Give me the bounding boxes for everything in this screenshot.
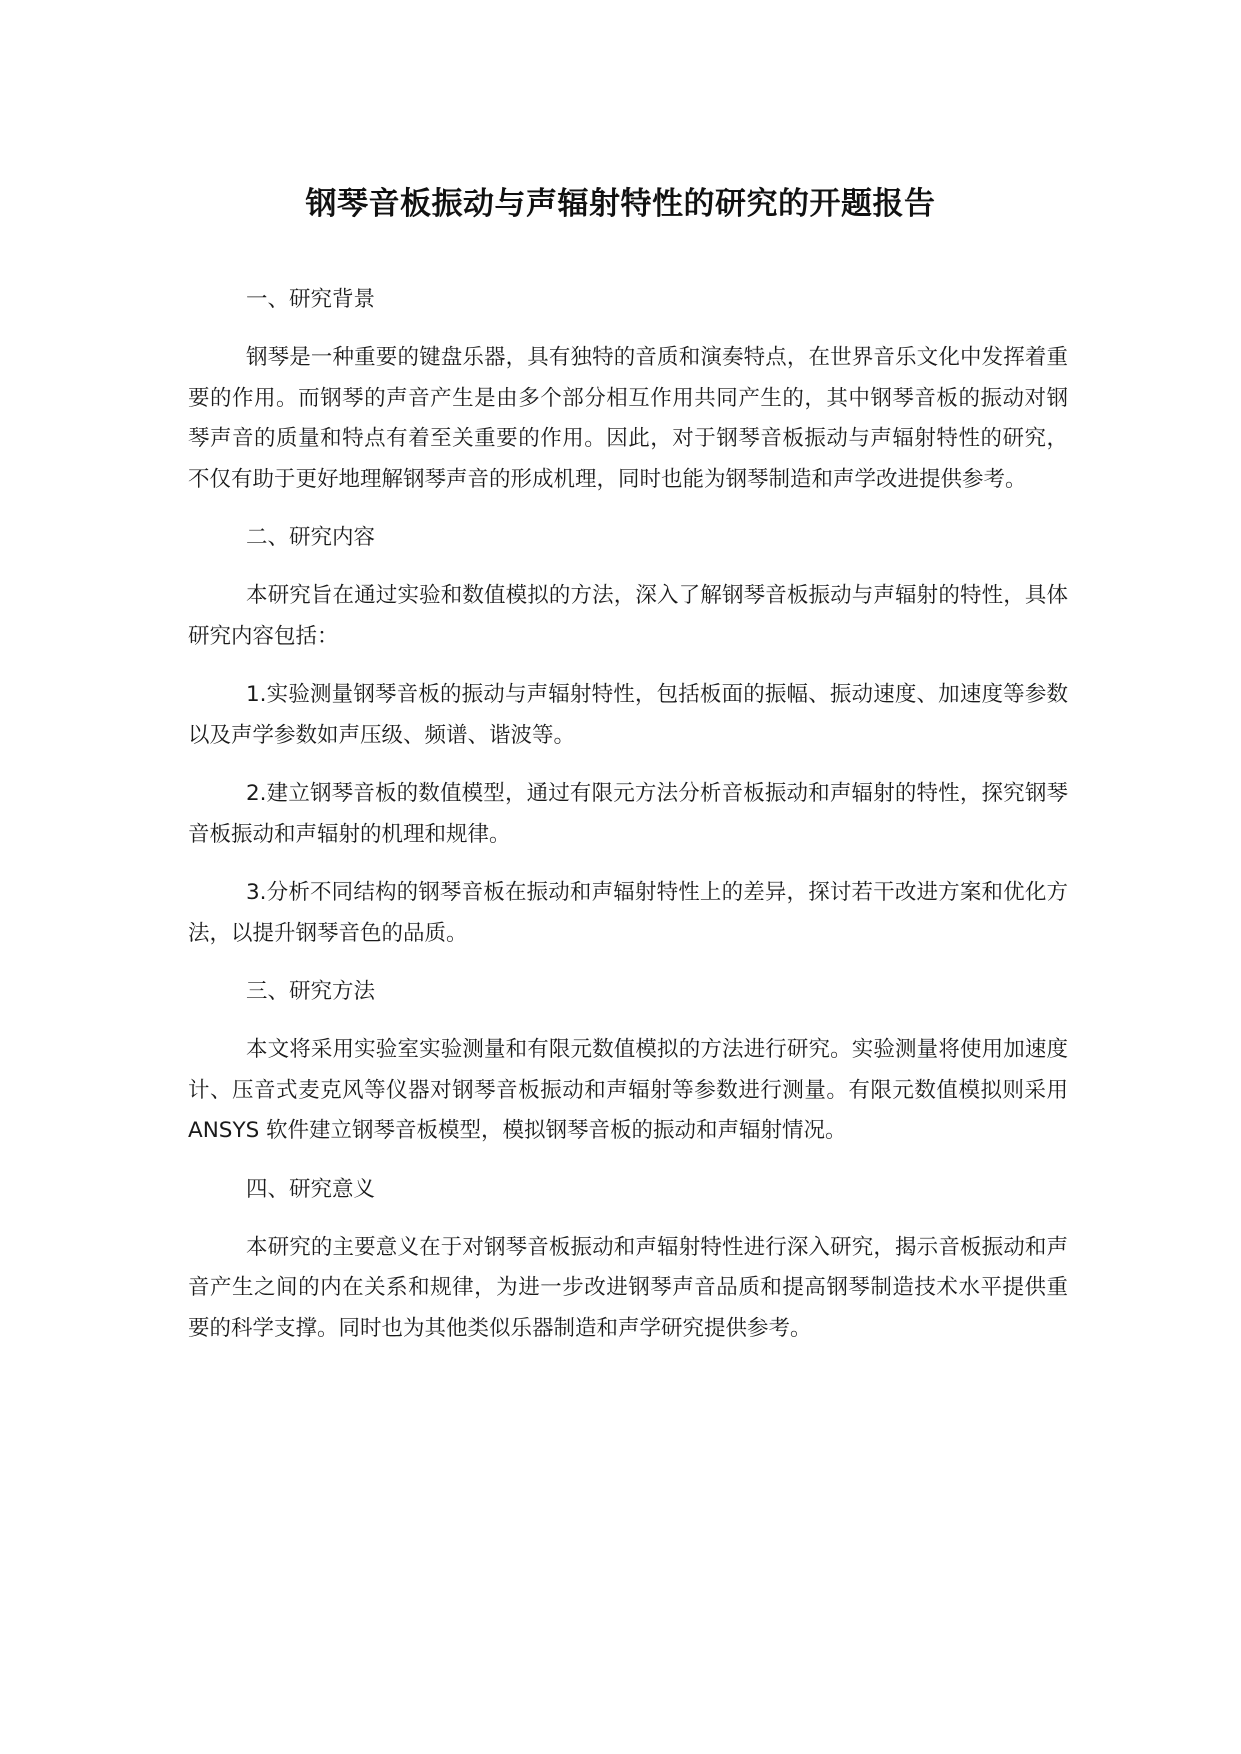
document-title: 钢琴音板振动与声辐射特性的研究的开题报告 (305, 186, 936, 222)
section-heading-content: 二、研究内容 (246, 525, 376, 550)
list-item: 3.分析不同结构的钢琴音板在振动和声辐射特性上的差异，探讨若干改进方案和优化方法，以提升钢琴音色的品质。 (188, 880, 1068, 946)
section-heading-significance: 四、研究意义 (246, 1176, 376, 1202)
list-item: 1.实验测量钢琴音板的振动与声辐射特性，包括板面的振幅、振动速度、加速度等参数以及声学参数如声压级、频谱、谐波等。 (188, 682, 1068, 748)
paragraph: 本文将采用实验室实验测量和有限元数值模拟的方法进行研究。实验测量将使用加速度计、压音式麦克风等仪器对钢琴音板振动和声辐射等参数进行测量。有限元数值模拟则采用 ANSYS 软件建立钢琴音板模型，模拟钢琴音板的振动和声辐射情况。 (188, 1037, 1068, 1143)
document-body (188, 280, 1068, 1367)
paragraph: 本研究的主要意义在于对钢琴音板振动和声辐射特性进行深入研究，揭示音板振动和声音产生之间的内在关系和规律，为进一步改进钢琴声音品质和提高钢琴制造技术水平提供重要的科学支撑。同时也为其他类似乐器制造和声学研究提供参考。 (188, 1234, 1068, 1341)
list-item: 2.建立钢琴音板的数值模型，通过有限元方法分析音板振动和声辐射的特性，探究钢琴音板振动和声辐射的机理和规律。 (188, 781, 1068, 847)
paragraph: 钢琴是一种重要的键盘乐器，具有独特的音质和演奏特点，在世界音乐文化中发挥着重要的作用。而钢琴的声音产生是由多个部分相互作用共同产生的，其中钢琴音板的振动对钢琴声音的质量和特点有着至关重要的作用。因此，对于钢琴音板振动与声辐射特性的研究，不仅有助于更好地理解钢琴声音的形成机理，同时也能为钢琴制造和声学改进提供参考。 (188, 345, 1068, 492)
section-heading-method: 三、研究方法 (246, 979, 376, 1004)
paragraph: 本研究旨在通过实验和数值模拟的方法，深入了解钢琴音板振动与声辐射的特性，具体研究内容包括： (188, 583, 1068, 649)
section-heading-background: 一、研究背景 (246, 287, 376, 312)
